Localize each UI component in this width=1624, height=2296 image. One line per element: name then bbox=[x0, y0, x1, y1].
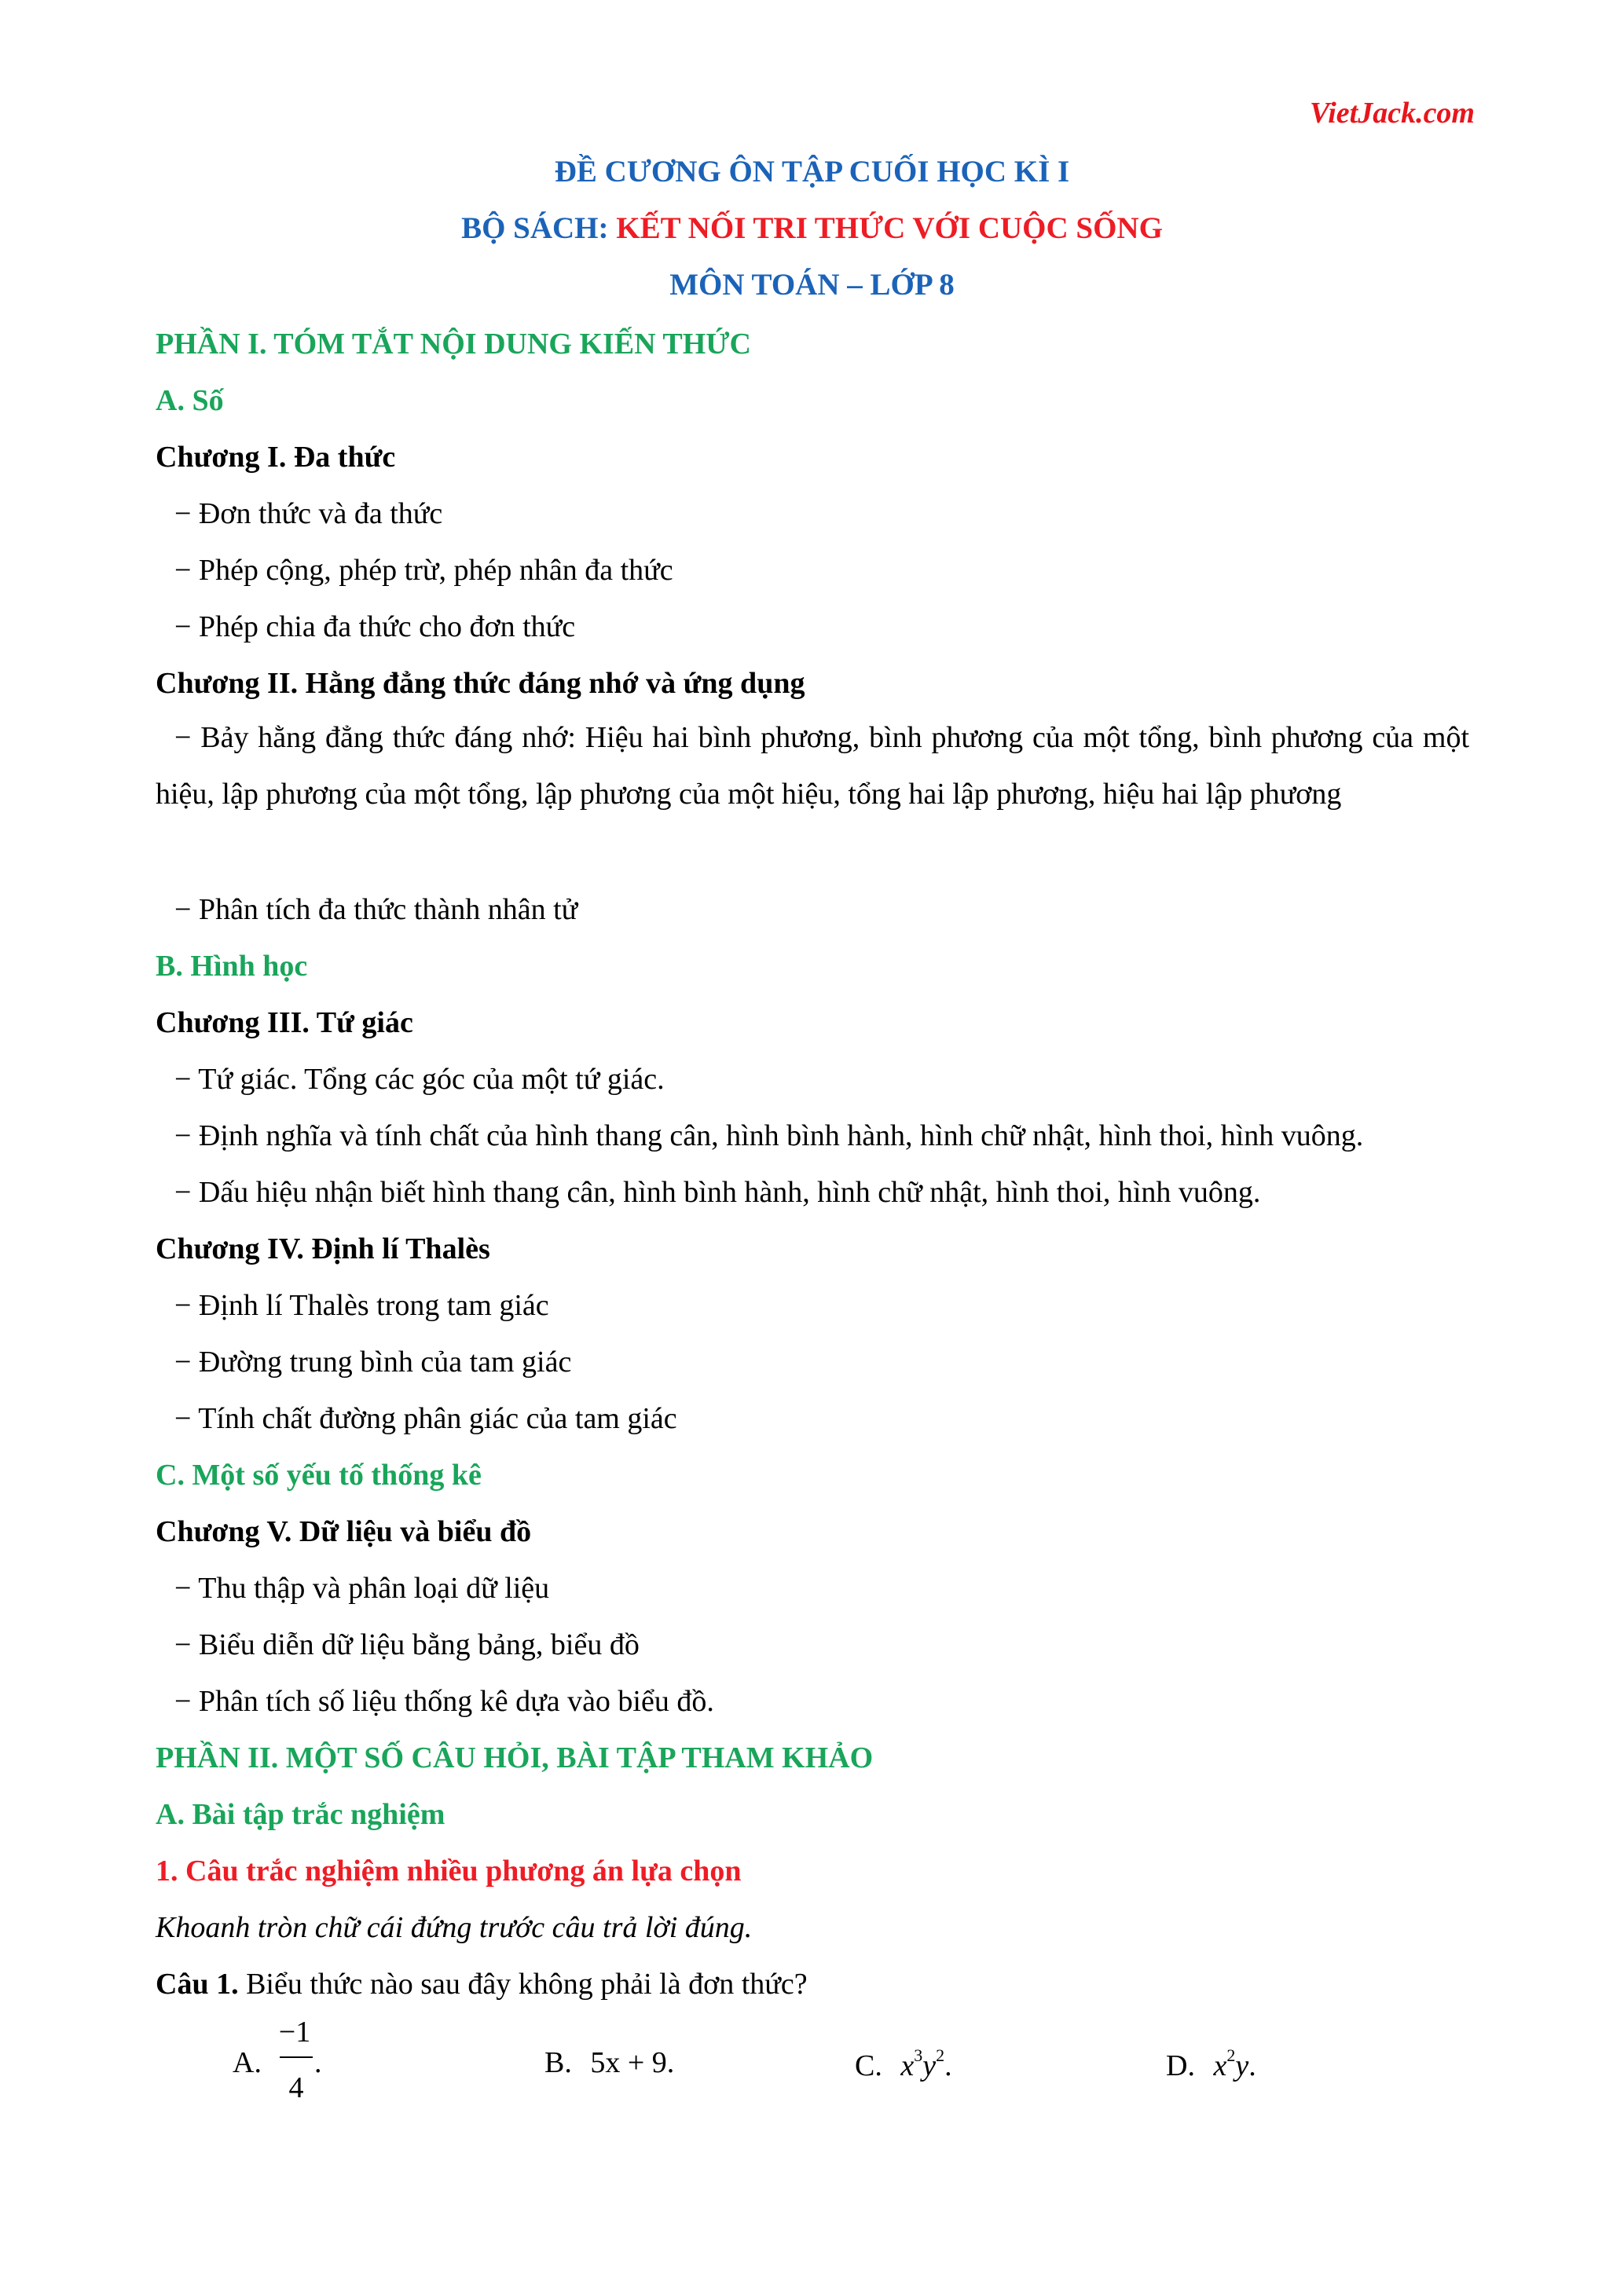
choice-a-numerator: −1 bbox=[278, 2016, 311, 2049]
question-1-label: Câu 1. bbox=[156, 1968, 239, 2001]
chapter3-item: − Định nghĩa và tính chất của hình thang cân, hình bình hành, hình chữ nhật, hình thoi, hình vuông. bbox=[174, 1119, 1364, 1152]
question-1-text: Biểu thức nào sau đây không phải là đơn thức? bbox=[238, 1968, 808, 2001]
fraction-bar bbox=[280, 2056, 313, 2058]
book-name: KẾT NỐI TRI THỨC VỚI CUỘC SỐNG bbox=[616, 211, 1163, 245]
section-a-heading: A. Số bbox=[156, 384, 224, 417]
choice-c-label: C. bbox=[855, 2049, 882, 2082]
doc-subject: MÔN TOÁN – LỚP 8 bbox=[669, 268, 955, 302]
choice-b-expression: 5x + 9 bbox=[590, 2046, 667, 2079]
part2-section-a: A. Bài tập trắc nghiệm bbox=[156, 1798, 445, 1831]
chapter5-item: − Phân tích số liệu thống kê dựa vào biểu đồ. bbox=[174, 1685, 714, 1718]
chapter2-item: − Phân tích đa thức thành nhân tử bbox=[174, 893, 578, 926]
chapter3-item: − Dấu hiệu nhận biết hình thang cân, hình bình hành, hình chữ nhật, hình thoi, hình vuông. bbox=[174, 1176, 1261, 1209]
chapter4-title: Chương IV. Định lí Thalès bbox=[156, 1232, 490, 1265]
choice-d-expression: $x^2y$. bbox=[1213, 2045, 1256, 2082]
choice-d-label: D. bbox=[1166, 2049, 1195, 2082]
chapter1-item: − Phép cộng, phép trừ, phép nhân đa thức bbox=[174, 554, 673, 587]
mcq-subheading: 1. Câu trắc nghiệm nhiều phương án lựa chọn bbox=[156, 1855, 742, 1888]
doc-title: ĐỀ CƯƠNG ÔN TẬP CUỐI HỌC KÌ I bbox=[554, 155, 1070, 189]
question-1 bbox=[156, 1967, 808, 2001]
choice-b-label: B. bbox=[544, 2046, 572, 2079]
chapter4-item: − Định lí Thalès trong tam giác bbox=[174, 1289, 549, 1322]
chapter4-item: − Đường trung bình của tam giác bbox=[174, 1346, 572, 1379]
section-b-heading: B. Hình học bbox=[156, 950, 308, 983]
choice-c-expression: $x^3y^2$. bbox=[900, 2045, 952, 2082]
chapter4-item: − Tính chất đường phân giác của tam giác bbox=[174, 1402, 677, 1435]
part1-heading: PHẦN I. TÓM TẮT NỘI DUNG KIẾN THỨC bbox=[156, 328, 751, 361]
chapter5-item: − Biểu diễn dữ liệu bằng bảng, biểu đồ bbox=[174, 1628, 640, 1661]
choice-a-period: . bbox=[314, 2046, 322, 2079]
chapter3-item: − Tứ giác. Tổng các góc của một tứ giác. bbox=[174, 1063, 665, 1096]
choice-b: B. 5x + 9. bbox=[544, 2046, 675, 2079]
book-prefix: BỘ SÁCH: bbox=[461, 211, 617, 245]
section-c-heading: C. Một số yếu tố thống kê bbox=[156, 1459, 482, 1492]
chapter2-title: Chương II. Hằng đẳng thức đáng nhớ và ứng dụng bbox=[156, 667, 805, 700]
chapter1-title: Chương I. Đa thức bbox=[156, 441, 396, 474]
brand-watermark: VietJack.com bbox=[1309, 97, 1475, 130]
choice-a-label: A. bbox=[233, 2046, 262, 2079]
part2-heading: PHẦN II. MỘT SỐ CÂU HỎI, BÀI TẬP THAM KHẢO bbox=[156, 1741, 874, 1774]
choice-a-denominator: 4 bbox=[288, 2071, 304, 2104]
chapter2-paragraph: − Bảy hằng đẳng thức đáng nhớ: Hiệu hai bình phương, bình phương của một tổng, bình phương của một hiệu, lập phương của một tổng, lập phương của một hiệu, tổng hai lập phương, hiệu hai lập phương bbox=[156, 721, 1469, 811]
instruction-text: Khoanh tròn chữ cái đứng trước câu trả lời đúng. bbox=[156, 1911, 753, 1944]
choice-d bbox=[1166, 2045, 1256, 2083]
chapter3-title: Chương III. Tứ giác bbox=[156, 1006, 413, 1039]
chapter1-item: − Đơn thức và đa thức bbox=[174, 497, 443, 530]
chapter1-item: − Phép chia đa thức cho đơn thức bbox=[174, 610, 576, 643]
chapter5-title: Chương V. Dữ liệu và biểu đồ bbox=[156, 1515, 532, 1548]
choice-c bbox=[855, 2045, 952, 2083]
doc-book-line bbox=[0, 211, 1624, 246]
chapter5-item: − Thu thập và phân loại dữ liệu bbox=[174, 1572, 550, 1605]
